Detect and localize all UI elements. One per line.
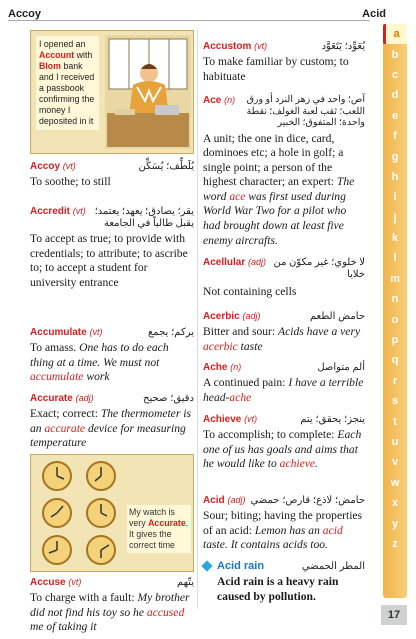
left-column: [30, 30, 194, 634]
bank-teller-picture: [105, 35, 191, 149]
right-column: [203, 30, 365, 623]
alphabet-tab-j[interactable]: j: [393, 211, 397, 224]
arabic-translation: حامض الطعم: [309, 311, 365, 322]
arabic-translation: ألم متواصل: [317, 362, 365, 373]
alphabet-tab-b[interactable]: b: [391, 48, 399, 61]
entry-accoy: [30, 160, 194, 190]
alphabet-tab-a[interactable]: a: [383, 24, 407, 44]
alphabet-tab-l[interactable]: l: [393, 252, 397, 265]
alphabet-tab-u[interactable]: u: [391, 436, 399, 448]
definition: To make familiar by custom; to habituate: [203, 55, 349, 83]
watches-illustration-wrap: [30, 454, 194, 572]
subheadword: Acid rain: [217, 560, 265, 572]
alphabet-tab-y[interactable]: y: [391, 517, 399, 530]
arabic-translation: حامض؛ لاذع؛ قارص؛ حمضي: [250, 495, 365, 506]
entry-achieve: [203, 413, 365, 472]
watches-picture: [35, 459, 125, 567]
entry-acid-rain: [203, 560, 365, 604]
headword: Accoy: [30, 161, 61, 172]
definition: Sour; biting; having the properties of an acid: Lemon has an acid taste. It contains acids too.: [203, 509, 363, 552]
running-head-right: Acid: [362, 8, 386, 20]
arabic-translation: يُعَوِّد؛ يَتَعَوَّد: [321, 41, 365, 52]
alphabet-tab-h[interactable]: h: [391, 170, 399, 183]
definition: Acid rain is a heavy rain caused by pollution.: [217, 575, 339, 603]
definition: To accept as true; to provide with credentials; to attribute; to ascribe to; to accept a student for university entrance: [30, 232, 188, 289]
definition: A unit; the one in dice, card, dominoes etc; a hole in golf; a single point; a person of the highest character; an expert: The word ace was first used during World War Two for a pilot who had brought down at least five enemy aircrafts.: [203, 131, 355, 247]
part-of-speech: (vt): [254, 41, 268, 51]
arabic-translation: المطر الحمضي: [301, 561, 365, 572]
definition: To amass. One has to do each thing at a time. We must not accumulate work: [30, 341, 169, 384]
definition: Not containing cells: [203, 285, 297, 298]
headword: Accurate: [30, 393, 73, 404]
headword: Accustom: [203, 41, 252, 52]
alphabet-tab-m[interactable]: m: [390, 272, 400, 285]
alphabet-tab-n[interactable]: n: [391, 293, 399, 306]
watches-caption: My watch is very Accurate. It gives the correct time: [127, 505, 191, 553]
arabic-translation: يتّهم: [176, 577, 194, 588]
part-of-speech: (vt): [244, 414, 258, 424]
part-of-speech: (vt): [68, 577, 82, 587]
alphabet-tab-d[interactable]: d: [391, 89, 399, 102]
part-of-speech: (n): [224, 95, 236, 105]
entry-acid: [203, 494, 365, 553]
part-of-speech: (adj): [242, 311, 261, 321]
entry-acerbic: [203, 310, 365, 354]
alphabet-tab-z[interactable]: z: [392, 537, 398, 550]
definition: To charge with a fault: My brother did not find his toy so he accused me of taking it: [30, 591, 190, 634]
headword: Achieve: [203, 414, 242, 425]
alphabet-tab-q[interactable]: q: [391, 354, 399, 367]
entry-ace: [203, 94, 365, 248]
definition: To accomplish; to complete: Each one of us has goals and aims that he would like to achieve.: [203, 428, 362, 471]
headword: Acellular: [203, 257, 246, 268]
bank-illustration: [30, 30, 194, 154]
entry-accumulate: [30, 326, 194, 385]
alphabet-tab-k[interactable]: k: [391, 232, 399, 245]
arabic-translation: يُلَطِّف؛ يُسَكِّن: [138, 161, 194, 172]
header-rule: [8, 20, 370, 21]
page-number: 17: [381, 605, 407, 625]
column-divider: [197, 30, 198, 609]
entry-ache: [203, 361, 365, 405]
part-of-speech: (vt): [62, 161, 76, 171]
part-of-speech: (adj): [75, 393, 94, 403]
alphabet-index: [383, 24, 407, 598]
alphabet-tab-p[interactable]: p: [391, 334, 399, 347]
arabic-translation: آص؛ واحد في زهر النرد أو ورق اللعب؛ ثقب لعبة الغولف؛ نقطة واحدة؛ المتفوق؛ الخبير: [246, 95, 365, 128]
definition: To soothe; to still: [30, 175, 111, 188]
arabic-translation: دقيق؛ صحيح: [143, 393, 194, 404]
alphabet-tab-o[interactable]: o: [391, 313, 399, 326]
part-of-speech: (adj): [248, 257, 267, 267]
entry-accredit: [30, 205, 194, 290]
alphabet-tab-v[interactable]: v: [391, 456, 399, 469]
alphabet-tab-c[interactable]: c: [391, 68, 399, 81]
headword: Ache: [203, 362, 228, 373]
part-of-speech: (vt): [72, 206, 86, 216]
alphabet-tab-i[interactable]: i: [393, 191, 397, 204]
alphabet-tab-x[interactable]: x: [391, 497, 399, 510]
alphabet-tab-f[interactable]: f: [393, 130, 397, 143]
headword: Ace: [203, 95, 222, 106]
definition: Bitter and sour: Acids have a very acerbic taste: [203, 325, 361, 353]
arabic-translation: يركم؛ يجمع: [147, 327, 194, 338]
alphabet-tab-t[interactable]: t: [393, 415, 397, 428]
definition: Exact; correct: The thermometer is an accurate device for measuring temperature: [30, 407, 191, 450]
headword: Accredit: [30, 206, 71, 217]
entry-acellular: [203, 256, 365, 300]
headword: Acerbic: [203, 311, 240, 322]
entry-accuse: [30, 576, 194, 635]
headword: Accumulate: [30, 327, 87, 338]
entry-accustom: [203, 40, 365, 84]
alphabet-tab-e[interactable]: e: [391, 109, 399, 122]
arabic-translation: يقر؛ يصادق؛ يعهد؛ يعتمد؛ يقبل طالباً في الجامعة: [94, 206, 194, 229]
part-of-speech: (adj): [227, 495, 246, 505]
diamond-bullet-icon: [201, 561, 212, 572]
running-head-left: Accoy: [8, 8, 42, 20]
part-of-speech: (n): [230, 362, 242, 372]
alphabet-tab-r[interactable]: r: [392, 374, 398, 387]
watches-illustration: [30, 454, 194, 572]
part-of-speech: (vt): [89, 327, 103, 337]
arabic-translation: ينجز؛ يحقق؛ يتم: [300, 414, 365, 425]
headword: Accuse: [30, 577, 66, 588]
alphabet-tab-s[interactable]: s: [391, 395, 399, 408]
alphabet-tab-w[interactable]: w: [390, 476, 400, 489]
headword: Acid: [203, 495, 225, 506]
alphabet-tab-g[interactable]: g: [391, 150, 399, 163]
entry-accurate: [30, 392, 194, 451]
definition: A continued pain: I have a terrible head-ache: [203, 376, 364, 404]
arabic-translation: لا خلوي؛ غير مكوّن من خلايا: [273, 257, 365, 280]
bank-caption: I opened an Account with Blom bank and I received a passbook confirming the money I deposited in it: [36, 36, 99, 130]
